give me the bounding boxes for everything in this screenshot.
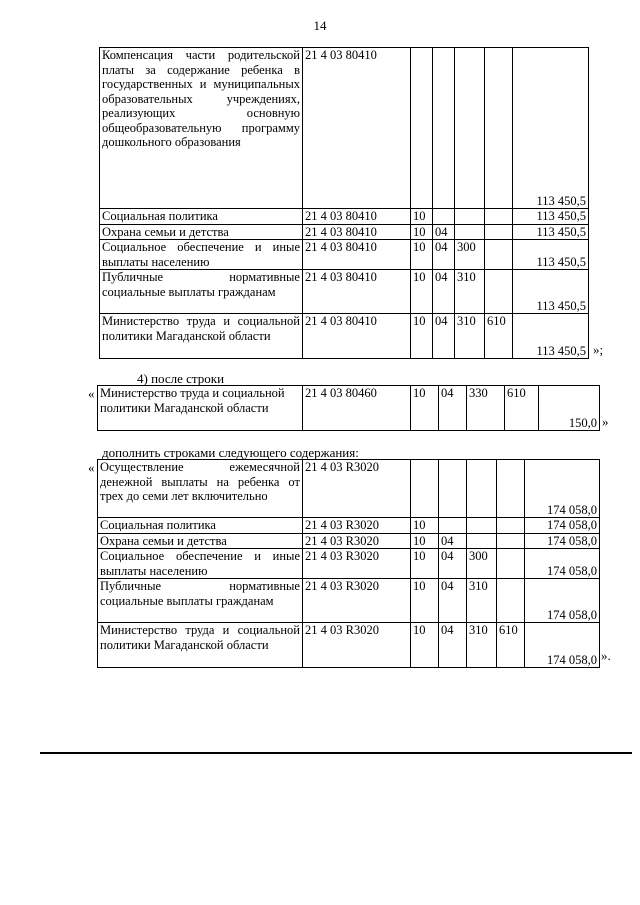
row-name: Социальная политика <box>98 518 303 534</box>
row-name: Социальная политика <box>100 209 303 225</box>
row-name: Осуществление ежемесячной денежной выплаты на ребенка от трех до семи лет включительно <box>98 460 303 518</box>
table-row <box>98 386 600 431</box>
row-vr: 300 <box>467 549 497 579</box>
row-name: Охрана семьи и детства <box>100 224 303 240</box>
row-name: Социальное обеспечение и иные выплаты населению <box>98 549 303 579</box>
row-ga <box>497 533 525 549</box>
point-4-text: 4) после строки <box>137 371 225 386</box>
row-name: Охрана семьи и детства <box>98 533 303 549</box>
supplement-text: дополнить строками следующего содержания: <box>102 445 359 460</box>
bottom-divider <box>40 752 632 754</box>
row-pr: 04 <box>433 314 455 359</box>
row-ga: 610 <box>505 386 539 431</box>
row-ga <box>497 549 525 579</box>
row-amount: 113 450,5 <box>513 224 589 240</box>
table-row <box>98 579 600 623</box>
row-name: Социальное обеспечение и иные выплаты населению <box>100 240 303 270</box>
row-ga <box>485 48 513 209</box>
closing-mark: ». <box>601 648 611 663</box>
row-ga <box>485 240 513 270</box>
row-ga <box>485 224 513 240</box>
row-ga <box>485 270 513 314</box>
row-code: 21 4 03 80460 <box>303 386 411 431</box>
row-pr: 04 <box>439 533 467 549</box>
row-amount: 113 450,5 <box>513 240 589 270</box>
row-pr <box>433 48 455 209</box>
row-code: 21 4 03 80410 <box>303 209 411 225</box>
row-name: Министерство труда и социальной политики Магаданской области <box>98 623 303 668</box>
row-vr <box>455 224 485 240</box>
row-amount: 174 058,0 <box>525 623 600 668</box>
row-pr: 04 <box>433 270 455 314</box>
row-name: Компенсация части родительской платы за содержание ребенка в государственных и муниципальных образовательных учреждениях, реализующих основную общеобразовательную программу дошкольного образования <box>100 48 303 209</box>
row-code: 21 4 03 R3020 <box>303 623 411 668</box>
table-row <box>100 48 589 209</box>
row-code: 21 4 03 R3020 <box>303 460 411 518</box>
table-row <box>100 240 589 270</box>
close-quote: » <box>602 414 609 429</box>
row-ga: 610 <box>485 314 513 359</box>
row-rz: 10 <box>411 549 439 579</box>
table-row <box>98 549 600 579</box>
row-amount: 113 450,5 <box>513 209 589 225</box>
row-pr <box>439 460 467 518</box>
closing-mark: »; <box>593 342 604 357</box>
row-name: Публичные нормативные социальные выплаты гражданам <box>98 579 303 623</box>
row-name: Министерство труда и социальной политики Магаданской области <box>98 386 303 431</box>
budget-table-3 <box>97 459 600 668</box>
table-row <box>100 209 589 225</box>
row-pr: 04 <box>439 579 467 623</box>
row-amount: 113 450,5 <box>513 48 589 209</box>
row-code: 21 4 03 80410 <box>303 224 411 240</box>
row-amount: 113 450,5 <box>513 314 589 359</box>
row-rz: 10 <box>411 270 433 314</box>
row-code: 21 4 03 80410 <box>303 270 411 314</box>
row-pr: 04 <box>439 549 467 579</box>
row-vr: 310 <box>455 314 485 359</box>
row-rz <box>411 460 439 518</box>
row-rz: 10 <box>411 518 439 534</box>
table-row <box>100 314 589 359</box>
row-rz: 10 <box>411 209 433 225</box>
table-row <box>98 623 600 668</box>
row-code: 21 4 03 80410 <box>303 240 411 270</box>
row-vr: 300 <box>455 240 485 270</box>
row-code: 21 4 03 R3020 <box>303 579 411 623</box>
row-amount: 174 058,0 <box>525 518 600 534</box>
row-ga <box>497 518 525 534</box>
row-amount: 174 058,0 <box>525 533 600 549</box>
row-code: 21 4 03 R3020 <box>303 549 411 579</box>
row-amount: 174 058,0 <box>525 549 600 579</box>
row-ga: 610 <box>497 623 525 668</box>
row-amount: 150,0 <box>539 386 600 431</box>
row-amount: 113 450,5 <box>513 270 589 314</box>
row-pr <box>433 209 455 225</box>
row-rz: 10 <box>411 240 433 270</box>
budget-table-2 <box>97 385 600 431</box>
row-code: 21 4 03 80410 <box>303 314 411 359</box>
row-amount: 174 058,0 <box>525 579 600 623</box>
row-ga <box>485 209 513 225</box>
row-ga <box>497 579 525 623</box>
row-rz: 10 <box>411 579 439 623</box>
row-name: Публичные нормативные социальные выплаты гражданам <box>100 270 303 314</box>
row-pr: 04 <box>433 224 455 240</box>
row-amount: 174 058,0 <box>525 460 600 518</box>
table-row <box>100 224 589 240</box>
row-rz: 10 <box>411 224 433 240</box>
table-row <box>98 460 600 518</box>
open-quote: « <box>88 386 95 401</box>
row-rz <box>411 48 433 209</box>
table-row <box>98 518 600 534</box>
table-row <box>98 533 600 549</box>
row-vr <box>467 518 497 534</box>
row-pr <box>439 518 467 534</box>
row-rz: 10 <box>411 386 439 431</box>
row-code: 21 4 03 R3020 <box>303 533 411 549</box>
row-pr: 04 <box>439 386 467 431</box>
row-vr <box>467 533 497 549</box>
row-pr: 04 <box>433 240 455 270</box>
budget-table-1 <box>99 47 589 359</box>
row-rz: 10 <box>411 314 433 359</box>
table-row <box>100 270 589 314</box>
row-name: Министерство труда и социальной политики Магаданской области <box>100 314 303 359</box>
row-vr: 310 <box>467 579 497 623</box>
row-ga <box>497 460 525 518</box>
row-vr <box>467 460 497 518</box>
page-number: 14 <box>313 18 327 33</box>
row-code: 21 4 03 R3020 <box>303 518 411 534</box>
row-vr: 310 <box>455 270 485 314</box>
row-vr: 310 <box>467 623 497 668</box>
row-rz: 10 <box>411 623 439 668</box>
row-code: 21 4 03 80410 <box>303 48 411 209</box>
open-quote: « <box>88 460 95 475</box>
row-rz: 10 <box>411 533 439 549</box>
row-vr <box>455 209 485 225</box>
row-pr: 04 <box>439 623 467 668</box>
row-vr: 330 <box>467 386 505 431</box>
row-vr <box>455 48 485 209</box>
